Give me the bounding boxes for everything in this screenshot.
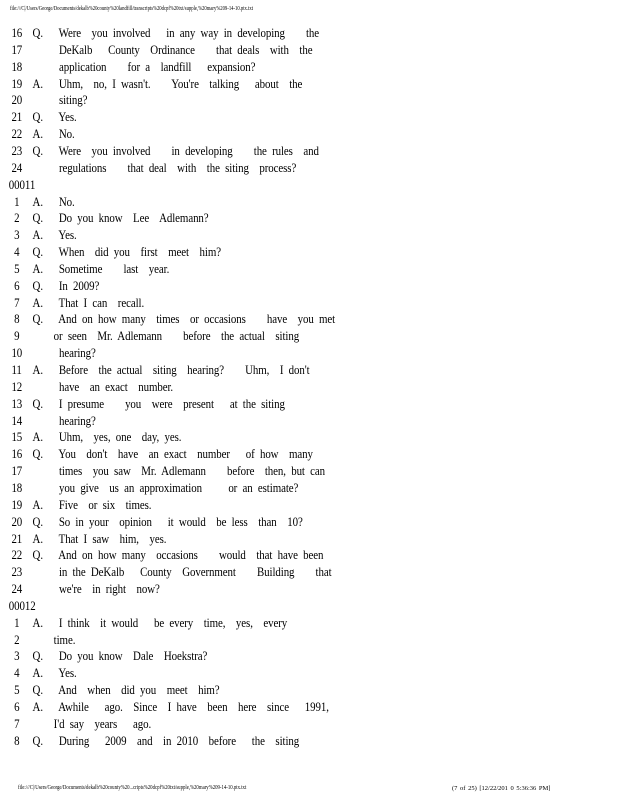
line-number: 20 <box>11 93 23 108</box>
line-text: I'd say years ago. <box>32 716 152 731</box>
line-number: 23 <box>11 565 23 580</box>
line-text: Q. And on how many times or occasions have you met <box>32 312 336 327</box>
line-text: time. <box>32 632 76 647</box>
line-number: 1 <box>14 615 20 630</box>
line-number: 10 <box>11 346 23 361</box>
line-number: 2 <box>14 632 20 647</box>
line-number: 5 <box>14 683 20 698</box>
line-number: 9 <box>14 329 20 344</box>
page-number: 00011 <box>8 177 36 192</box>
line-text: times you saw Mr. Adlemann before then, but can <box>32 464 326 479</box>
line-text: Q. So in your opinion it would be less than 10? <box>32 514 303 529</box>
line-number: 16 <box>11 26 23 40</box>
line-text: A. Yes. <box>32 666 77 681</box>
line-number: 21 <box>11 110 23 125</box>
line-text: hearing? <box>32 413 96 428</box>
line-text: Q. Do you know Dale Hoekstra? <box>32 649 208 664</box>
line-number: 3 <box>14 228 20 243</box>
line-number: 18 <box>11 480 23 495</box>
line-text: you give us an approximation or an estimate? <box>32 480 299 495</box>
line-text: Q. And when did you meet him? <box>32 683 220 698</box>
line-text: Q. During 2009 and in 2010 before the siting <box>32 733 300 748</box>
line-number: 16 <box>11 447 23 462</box>
line-text: Q. I presume you were present at the siting <box>32 396 285 411</box>
line-text: Q. Were you involved in developing the rules and <box>32 143 319 158</box>
line-text: A. Five or six times. <box>32 497 152 512</box>
file-path-footer: file:///C|/Users/George/Documents/dekalb%20county%20...cripts%20dcpf%20txt/supple,%20mary%209-14-10.ptx.txt <box>18 785 247 791</box>
line-text: we're in right now? <box>32 582 160 597</box>
line-text: DeKalb County Ordinance that deals with the <box>32 42 313 57</box>
line-number: 17 <box>11 464 23 479</box>
line-number: 7 <box>14 295 20 310</box>
line-number: 22 <box>11 548 23 563</box>
line-number: 17 <box>11 42 23 57</box>
line-text: A. Yes. <box>32 228 77 243</box>
line-number: 2 <box>14 211 20 226</box>
line-text: A. That I saw him, yes. <box>32 531 167 546</box>
page-number: 00012 <box>8 598 36 613</box>
file-path-header: file:///C|/Users/George/Documents/dekalb%20county%20landfill/transcripts%20dcpf%20txt/supple,%20mary%209-14-10.ptx.txt <box>10 6 253 12</box>
line-number: 21 <box>11 531 23 546</box>
line-text: A. Awhile ago. Since I have been here since 1991, <box>32 700 329 714</box>
line-number: 8 <box>14 733 20 748</box>
line-text: Q. When did you first meet him? <box>32 245 221 260</box>
line-text: or seen Mr. Adlemann before the actual siting <box>32 329 300 344</box>
line-number: 7 <box>14 716 20 731</box>
line-number: 11 <box>11 363 22 377</box>
line-text: Q. Were you involved in any way in developing the <box>32 26 320 40</box>
line-number: 19 <box>11 76 23 91</box>
line-number: 20 <box>11 514 23 529</box>
line-number: 8 <box>14 312 20 327</box>
line-number: 4 <box>14 666 20 681</box>
line-text: A. Uhm, yes, one day, yes. <box>32 430 182 445</box>
line-number: 3 <box>14 649 20 664</box>
line-text: Q. In 2009? <box>32 278 100 293</box>
page-info-footer: (7 of 25) [12/22/201 0 5:36:36 PM] <box>452 785 551 792</box>
line-text: Q. Yes. <box>32 110 77 125</box>
line-text: A. Before the actual siting hearing? Uhm, I don't <box>32 363 310 377</box>
line-number: 6 <box>14 278 20 293</box>
line-text: hearing? <box>32 346 96 361</box>
line-text: A. Uhm, no, I wasn't. You're talking about the <box>32 76 303 91</box>
line-number: 13 <box>11 396 23 411</box>
line-text: have an exact number. <box>32 379 174 394</box>
line-text: A. I think it would be every time, yes, every <box>32 615 288 630</box>
line-number: 23 <box>11 143 23 158</box>
line-text: A. No. <box>32 127 75 142</box>
line-number: 19 <box>11 497 23 512</box>
line-number: 5 <box>14 261 20 276</box>
line-text: Q. Do you know Lee Adlemann? <box>32 211 209 226</box>
line-number: 14 <box>11 413 23 428</box>
line-text: Q. You don't have an exact number of how many <box>32 447 313 462</box>
line-text: regulations that deal with the siting process? <box>32 160 297 175</box>
line-text: application for a landfill expansion? <box>32 59 256 74</box>
line-text: A. Sometime last year. <box>32 261 170 276</box>
line-text: A. No. <box>32 194 75 209</box>
line-text: siting? <box>32 93 88 108</box>
line-number: 15 <box>11 430 23 445</box>
line-number: 1 <box>14 194 20 209</box>
line-text: Q. And on how many occasions would that have been <box>32 548 324 563</box>
line-number: 24 <box>11 160 23 175</box>
line-number: 4 <box>14 245 20 260</box>
line-number: 24 <box>11 582 23 597</box>
line-number: 6 <box>14 700 20 714</box>
line-number: 22 <box>11 127 23 142</box>
line-number: 12 <box>11 379 23 394</box>
line-text: A. That I can recall. <box>32 295 145 310</box>
line-text: in the DeKalb County Government Building that <box>32 565 332 580</box>
line-number: 18 <box>11 59 23 74</box>
